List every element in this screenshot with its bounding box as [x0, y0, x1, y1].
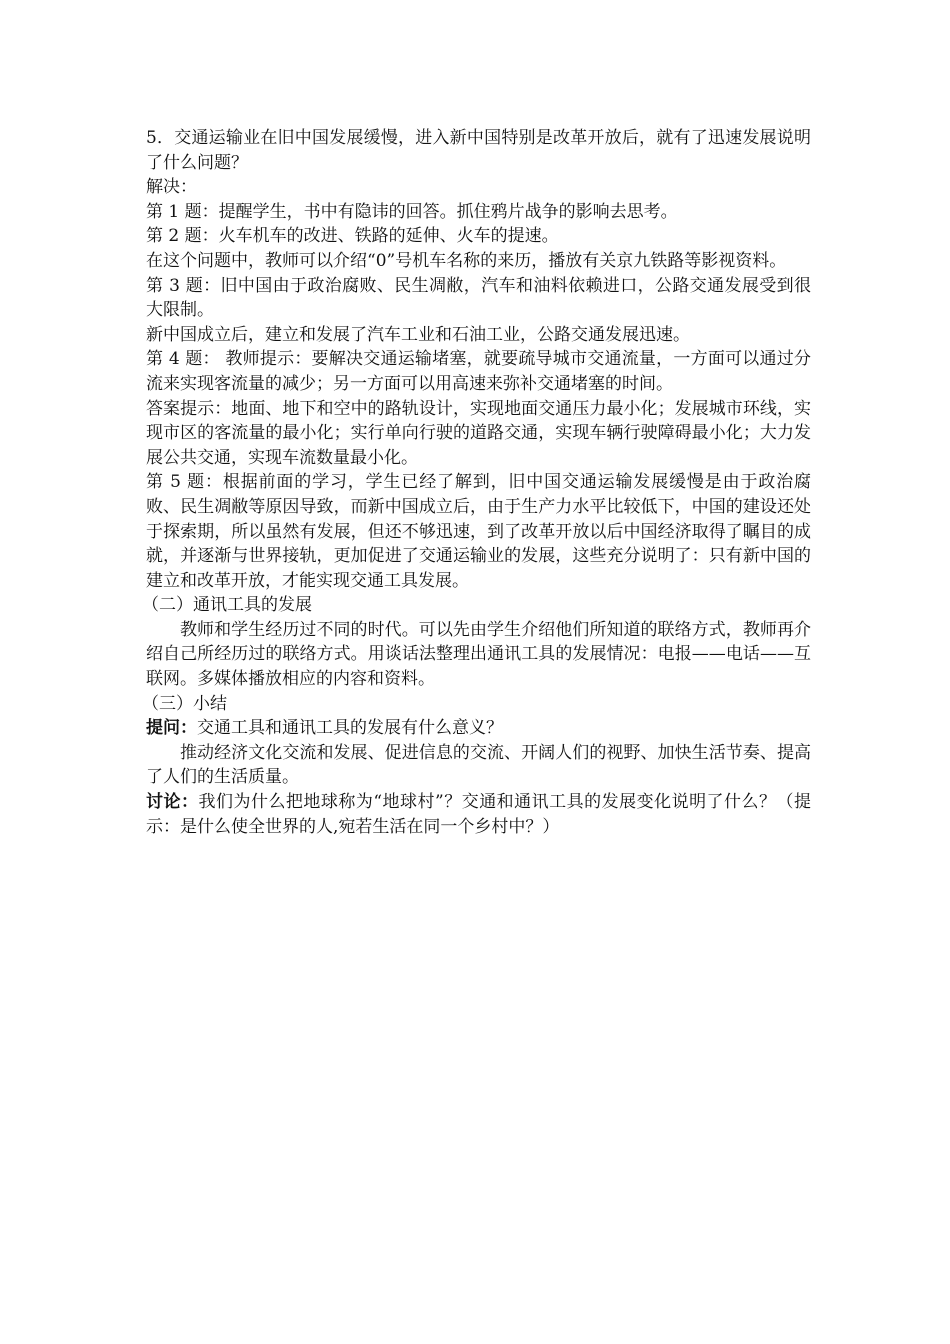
section-3-heading: （三）小结 — [142, 693, 227, 714]
section-2-heading: （二）通讯工具的发展 — [142, 595, 312, 616]
answer-2: 第 2 题：火车机车的改进、铁路的延伸、火车的提速。 — [146, 226, 559, 247]
answer-3: 第 3 题：旧中国由于政治腐败、民生凋敝，汽车和油料依赖进口，公路交通发展受到很大限制。 — [146, 275, 811, 321]
answer-4: 第 4 题： 教师提示：要解决交通运输堵塞，就要疏导城市交通流量，一方面可以通过分流来实现客流量的减少；另一方面可以用高速来弥补交通堵塞的时间。 — [146, 349, 811, 394]
section-2-body: 教师和学生经历过不同的时代。可以先由学生介绍他们所知道的联络方式，教师再介绍自己所经历过的联络方式。用谈话法整理出通讯工具的发展情况：电报——电话——互联网。多媒体播放相应的内容和资料。 — [146, 619, 811, 690]
answer-5: 第 5 题：根据前面的学习，学生已经了解到，旧中国交通运输发展缓慢是由于政治腐败、民生凋敝等原因导致，而新中国成立后，由于生产力水平比较低下，中国的建设还处于探索期，所以虽然有发展，但还不够迅速，到了改革开放以后中国经济取得了瞩目的成就，并逐渐与世界接轨，更加促进了交通运输业的发展，这些充分说明了：只有新中国的建立和改革开放，才能实现交通工具发展。 — [146, 472, 811, 591]
answer-3-cont: 新中国成立后，建立和发展了汽车工业和石油工业，公路交通发展迅速。 — [146, 324, 690, 345]
discussion-paragraph — [146, 790, 811, 839]
question-text: 交通工具和通讯工具的发展有什么意义？ — [197, 718, 503, 739]
solution-label: 解决： — [146, 177, 197, 198]
answer-1: 第 1 题：提醒学生，书中有隐讳的回答。抓住鸦片战争的影响去思考。 — [146, 201, 678, 222]
question-paragraph — [146, 716, 811, 741]
answer-4-hint: 答案提示：地面、地下和空中的路轨设计，实现地面交通压力最小化；发展城市环线，实现市区的客流量的最小化；实行单向行驶的道路交通，实现车辆行驶障碍最小化；大力发展公共交通，实现车流数量最小化。 — [146, 398, 811, 468]
question-5: 5．交通运输业在旧中国发展缓慢，进入新中国特别是改革开放后，就有了迅速发展说明了什么问题？ — [146, 128, 811, 173]
discussion-label: 讨论： — [146, 792, 199, 813]
discussion-text: 我们为什么把地球称为“地球村”？交通和通讯工具的发展变化说明了什么？（提示：是什么使全世界的人,宛若生活在同一个乡村中？） — [146, 792, 812, 837]
question-label: 提问： — [146, 718, 197, 739]
summary-answer: 推动经济文化交流和发展、促进信息的交流、开阔人们的视野、加快生活节奏、提高了人们的生活质量。 — [146, 742, 811, 788]
document-page — [142, 126, 812, 839]
answer-2-note: 在这个问题中，教师可以介绍“0”号机车名称的来历，播放有关京九铁路等影视资料。 — [146, 250, 787, 271]
